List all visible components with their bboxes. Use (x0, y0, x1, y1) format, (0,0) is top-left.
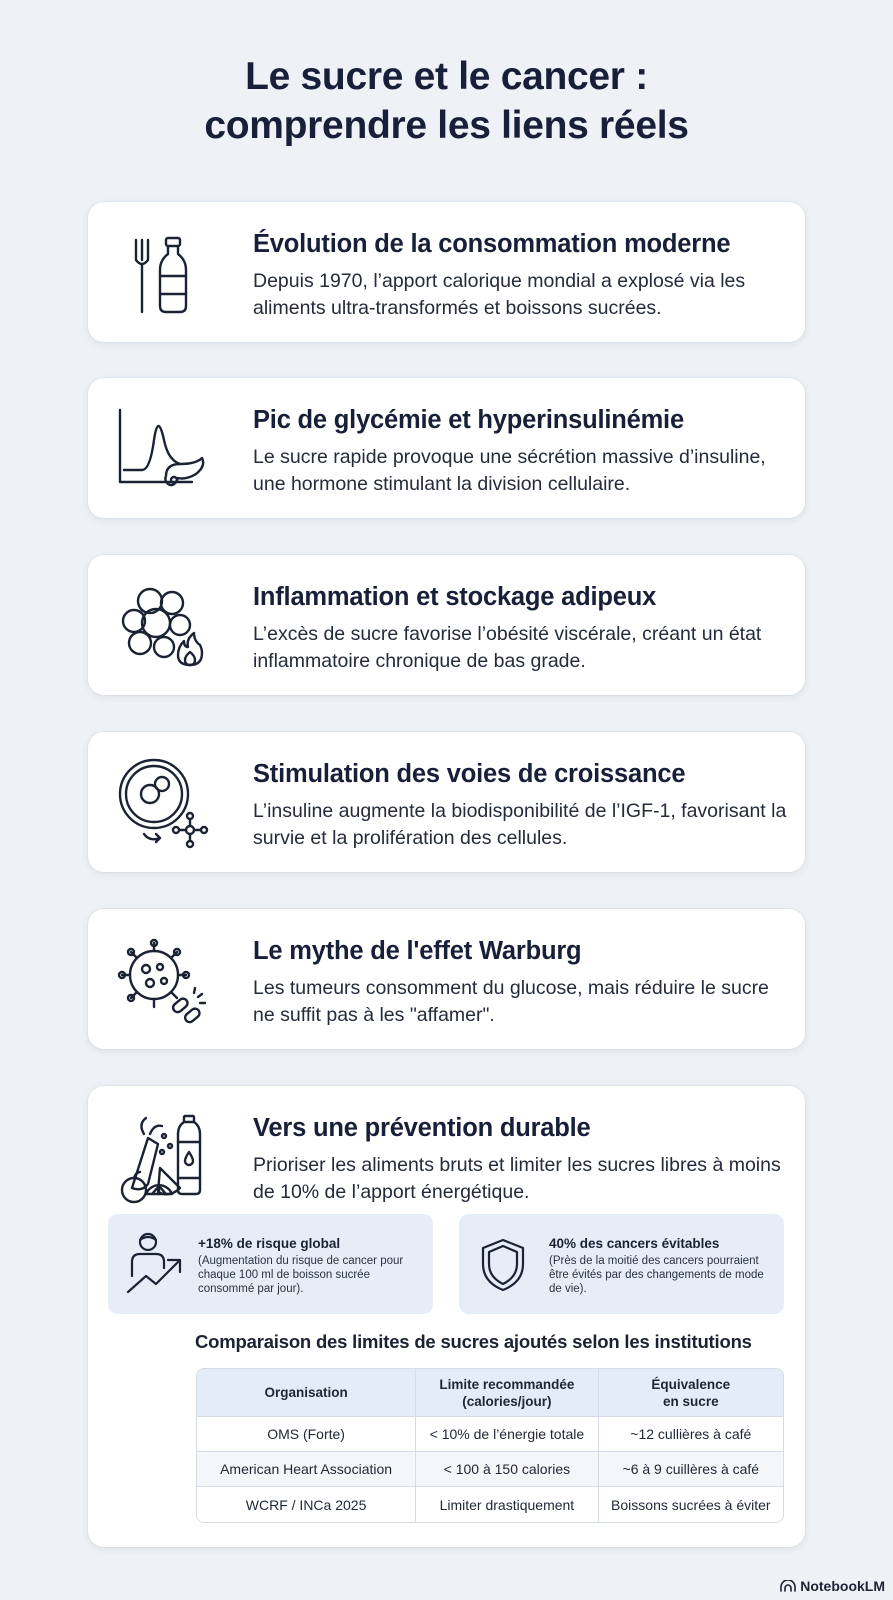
table-cell: ~6 à 9 cuillères à café (599, 1452, 783, 1487)
card-description: Depuis 1970, l’apport calorique mondial a explosé via les aliments ultra-transformés et boissons sucrées. (253, 270, 746, 319)
comparison-table (196, 1368, 784, 1523)
card-croissance (88, 732, 805, 872)
table-cell: ~12 cullières à café (599, 1417, 783, 1452)
card-description: Prioriser les aliments bruts et limiter les sucres libres à moins de 10% de l’apport énergétique. (253, 1154, 781, 1203)
card-description: Les tumeurs consomment du glucose, mais réduire le sucre ne suffit pas à les "affamer". (253, 977, 769, 1026)
card-description: Le sucre rapide provoque une sécrétion massive d’insuline, une hormone stimulant la division cellulaire. (253, 446, 766, 495)
table-cell: American Heart Association (197, 1452, 416, 1487)
table-cell: < 10% de l’énergie totale (416, 1417, 598, 1452)
brand-logo (780, 1578, 885, 1594)
card-title: Inflammation et stockage adipeux (253, 583, 657, 611)
stat-title: 40% des cancers évitables (549, 1236, 720, 1251)
stat-description: (Augmentation du risque de cancer pour chaque 100 ml de boisson sucrée consommé par jour). (198, 1255, 404, 1295)
page-title: Le sucre et le cancer : comprendre les liens réels (204, 55, 689, 147)
card-title: Pic de glycémie et hyperinsulinémie (253, 406, 684, 434)
column-header-limite: Limite recommandée (calories/jour) (416, 1369, 598, 1417)
notebooklm-logo-icon (780, 1580, 796, 1592)
table-cell: < 100 à 150 calories (416, 1452, 598, 1487)
card-title: Stimulation des voies de croissance (253, 760, 686, 788)
fat-cells-flame-icon (114, 577, 210, 673)
card-prevention (88, 1086, 805, 1547)
brand-name: NotebookLM (800, 1578, 885, 1594)
column-header-equivalence: Équivalence en sucre (599, 1369, 783, 1417)
stat-title: +18% de risque global (198, 1236, 341, 1251)
glucose-spike-pancreas-icon (114, 400, 210, 496)
table-row (197, 1487, 783, 1522)
card-inflammation (88, 555, 805, 695)
fork-bottle-icon (114, 224, 210, 320)
table-cell: Boissons sucrées à éviter (599, 1487, 783, 1522)
stat-description: (Près de la moitié des cancers pourraient être évités par des changements de mode de vie). (549, 1255, 764, 1295)
card-warburg (88, 909, 805, 1049)
table-title: Comparaison des limites de sucres ajoutés selon les institutions (195, 1331, 752, 1352)
table-cell: WCRF / INCa 2025 (197, 1487, 416, 1522)
card-description: L’insuline augmente la biodisponibilité de l’IGF-1, favorisant la survie et la prolifération des cellules. (253, 800, 787, 849)
column-header-organisation: Organisation (197, 1369, 416, 1417)
card-title: Vers une prévention durable (253, 1114, 591, 1142)
card-consommation (88, 202, 805, 342)
stat-cancers-evitables (459, 1214, 784, 1314)
stat-risque-global (108, 1214, 433, 1314)
table-cell: Limiter drastiquement (416, 1487, 598, 1522)
healthy-food-water-icon (114, 1108, 210, 1204)
card-title: Le mythe de l'effet Warburg (253, 937, 582, 965)
person-rising-chart-icon (122, 1228, 188, 1300)
table-row (197, 1452, 783, 1487)
cell-pathway-icon (114, 754, 210, 850)
table-row (197, 1417, 783, 1452)
card-description: L’excès de sucre favorise l’obésité viscérale, créant un état inflammatoire chronique de bas grade. (253, 623, 762, 672)
table-cell: OMS (Forte) (197, 1417, 416, 1452)
tumor-broken-chain-icon (114, 931, 210, 1027)
card-title: Évolution de la consommation moderne (253, 230, 731, 258)
shield-icon (473, 1228, 539, 1300)
card-glycemie (88, 378, 805, 518)
table-header-row (197, 1369, 783, 1417)
